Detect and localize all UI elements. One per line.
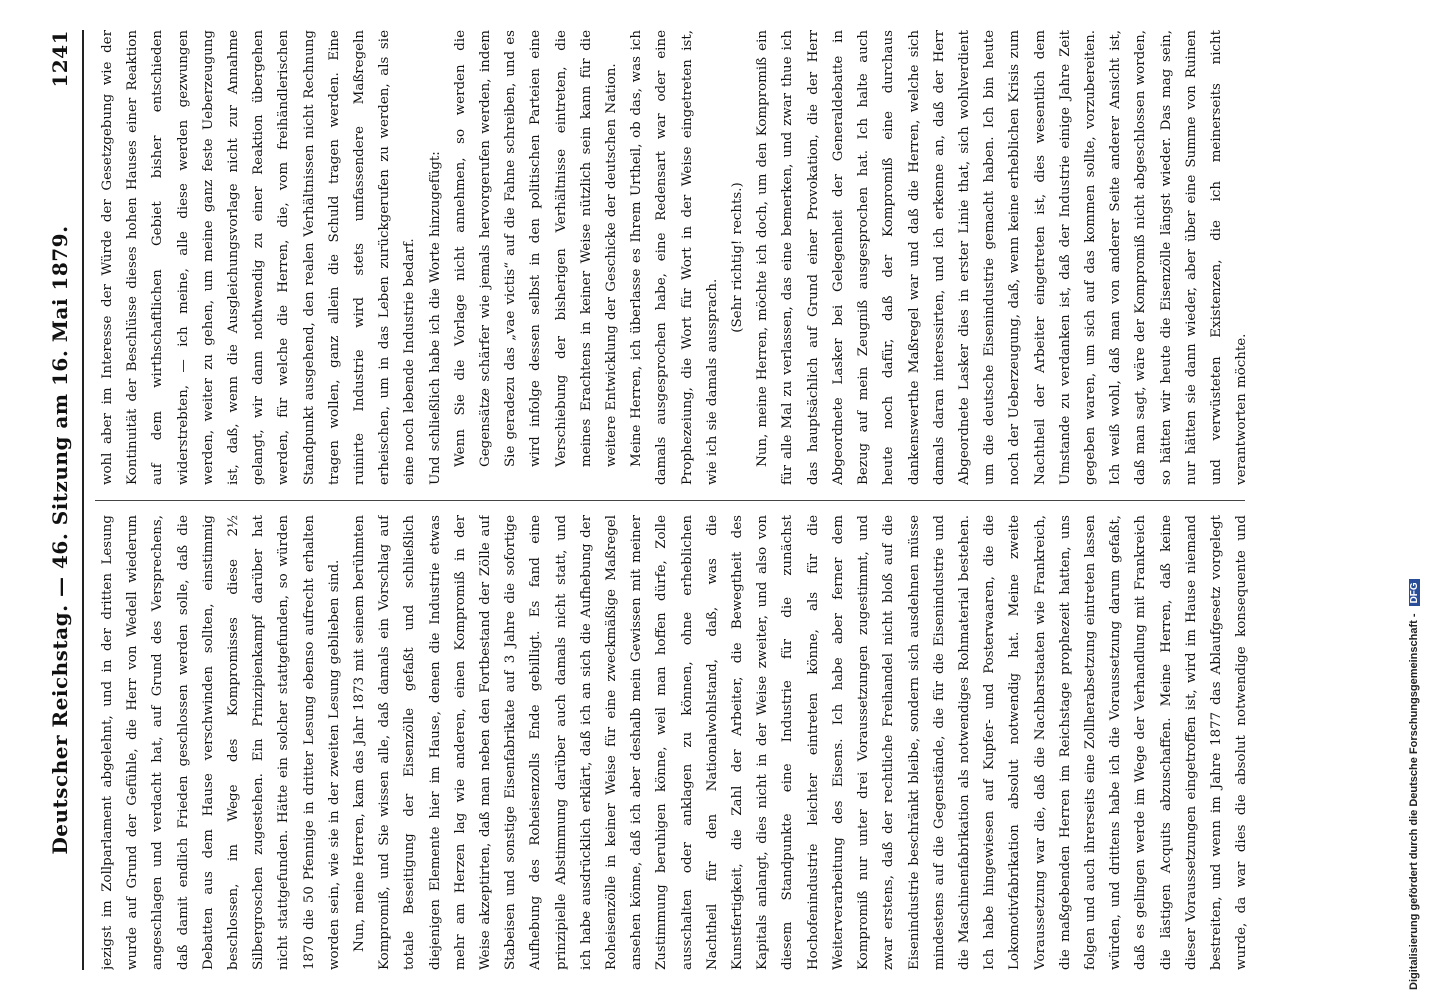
right-column (95, 30, 1255, 485)
page-title: Deutscher Reichstag. — 46. Sitzung am 16. Mai 1879. (48, 225, 72, 855)
paragraph: wohl aber im Interesse der Würde der Gesetzgebung wie der Kontinuität der Beschlüsse dieses hohen Hauses einer Reaktion auf dem wirthschaftlichen Gebiet bisher entschieden widerstrebten, — ich meine, alle diese werden gezwungen werden, weiter zu gehen, um meine ganz feste Ueberzeugung ist, daß, wenn die Ausgleichungsvorlage nicht zur Annahme gelangt, wir dann nothwendig zu einer Reaktion übergehen werden, für welche die Herren, die, vom freihändlerischen Standpunkt ausgehend, den realen Verhältnissen nicht Rechnung tragen wollen, ganz allein die Schuld tragen werden. Eine ruinirte Industrie wird stets umfassendere Maßregeln erheischen, um in das Leben zurückgerufen zu werden, als sie eine noch lebende Industrie bedarf. (100, 30, 418, 485)
header-rule (82, 30, 84, 970)
quote-paragraph: Wenn Sie die Vorlage nicht annehmen, so werden die Gegensätze schärfer wie jemals hervorgerufen werden, indem Sie geradezu das „vae victis“ auf die Fahne schreiben, und es wird infolge dessen selbst in den politischen Parteien eine Verschiebung der bisherigen Verhältnisse eintreten, die meines Erachtens in keiner Weise nützlich sein kann für die weitere Entwicklung der Geschicke der deutschen Nation. (452, 30, 620, 467)
credit-text: Digitalisierung gefördert durch die Deutsche Forschungsgemeinschaft - (1408, 613, 1420, 990)
paragraph: Nun, meine Herren, möchte ich doch, um den Kompromiß ein für alle Mal zu verlassen, das eine bemerken, und zwar thue ich das hauptsächlich auf Grund einer Provokation, die der Herr Abgeordnete Lasker bei Gelegenheit der Generaldebatte in Bezug auf mein Zeugniß ausgesprochen hat. Ich halte auch heute noch dafür, daß der Kompromiß eine durchaus dankenswerthe Maßregel war und daß die Herren, welche sich damals daran interessirten, und ich erkenne an, daß der Herr Abgeordnete Lasker dies in erster Linie that, sich wohlverdient um die deutsche Eisenindustrie gemacht haben. Ich bin heute noch der Ueberzeugung, daß, wenn keine erheblichen Krisis zum Nachtheil der Arbeiter eingetreten ist, dies wesentlich dem Umstande zu verdanken ist, daß der Industrie einige Jahre Zeit gegeben waren, um sich auf das kommen sollte, vorzubereiten. Ich weiß wohl, daß man von anderer Seite anderer Ansicht ist, daß man sagt, wäre der Kompromiß nicht abgeschlossen worden, so hätten wir heute die Eisenzölle längst wieder. Das mag sein, nur hätten sie dann wieder, aber über eine Summe von Ruinen und verwüsteten Existenzen, die ich meinerseits nicht verantworten möchte. (755, 30, 1250, 485)
paragraph (1254, 30, 1255, 485)
column-divider (95, 500, 1245, 501)
paragraph: Und schließlich habe ich die Worte hinzugefügt: (427, 151, 443, 485)
page-header (40, 30, 80, 970)
digitization-credit (1408, 0, 1426, 990)
interjection: (Sehr richtig! rechts.) (730, 182, 746, 333)
paragraph: jezigst im Zollparlament abgelehnt, und in der dritten Lesung wurde auf Grund der Gefühle, die Herr von Wedell wiederum angeschlagen und verdacht hat, auf Grund des Versprechens, daß damit endlich Frieden geschlossen werden solle, daß die Debatten aus dem Hause verschwinden sollten, einstimmig beschlossen, im Wege des Kompromisses diese 2½ Silbergroschen zugestehen. Ein Prinzipienkampf darüber hat nicht stattgefunden. Hätte ein solcher stattgefunden, so würden 1870 die 50 Pfennige in dritter Lesung ebenso aufrecht erhalten worden sein, wie sie in der zweiten Lesung geblieben sind. (100, 515, 342, 970)
dfg-logo: DFG (1409, 579, 1420, 606)
paragraph: Nun, meine Herren, kam das Jahr 1873 mit seinem berühmten Kompromiß, und Sie wissen alle, daß damals ein Vorschlag auf totale Beseitigung der Eisenzölle gefaßt und schließlich diejenigen Elemente hier im Hause, denen die Industrie etwas mehr am Herzen lag wie anderen, einen Kompromiß in der Weise akzeptirten, daß man neben den Fortbestand der Zölle auf Stabeisen und sonstige Eisenfabrikate auf 3 Jahre die sofortige Aufhebung des Roheisenzolls Ende gebilligt. Es fand eine prinzipielle Abstimmung darüber auch damals nicht statt, und ich habe ausdrücklich erklärt, daß ich an sich die Aufhebung der Roheisenzölle in keiner Weise für eine zweckmäßige Maßregel ansehen könne, daß ich aber deshalb mein Gewissen mit meiner Zustimmung beruhigen könne, weil man hoffen dürfe, Zolle ausschalten oder anklagen zu können, ohne erheblichen Nachtheil für den Nationalwohlstand, daß, was die Kunstfertigkeit, die Zahl der Arbeiter, die Bewegtheit des Kapitals anlangt, dies nicht in der Weise zweiter, und also von diesem Standpunkte eine Industrie für die zunächst Hochofenindustrie leichter eintreten könne, als für die Weiterverarbeitung des Eisens. Ich habe aber ferner dem Kompromiß nur unter drei Voraussetzungen zugestimmt, und zwar erstens, daß der rechtliche Freihandel nicht bloß auf die Eisenindustrie beschränkt bleibe, sondern sich ausdehnen müsse mindestens auf die Gegenstände, die für die Eisenindustrie und die Maschinenfabrikation als notwendiges Rohmaterial bestehen. Ich habe hingewiesen auf Kupfer- und Posterwaaren, die die Lokomotivfabrikation absolut notwendig hat. Meine zweite Voraussetzung war die, daß die Nachbarstaaten wie Frankreich, die maßgebenden Herren im Reichstage prophezeit hatten, uns folgen und auch ihrerseits eine Zollherabsetzung eintreten lassen würden, und drittens habe ich die Voraussetzung darum gefaßt, daß es gelingen werde im Wege der Verhandlung mit Frankreich die lästigen Acquits abzuschaffen. Meine Herren, daß keine dieser Voraussetzungen eingetroffen ist, wird im Hause niemand bestreiten, und wenn im Jahre 1877 das Ablaufgesetz vorgelegt wurde, da war dies die absolut notwendige konsequente und (352, 515, 1250, 970)
page-number: 1241 (48, 30, 72, 88)
paragraph: Meine Herren, ich überlasse es Ihrem Urtheil, ob das, was ich damals ausgesprochen habe, eine Redensart war oder eine Prophezeiung, die Wort für Wort in der Weise eingetreten ist, wie ich sie damals aussprach. (629, 30, 720, 485)
digitization-sidebar (1400, 0, 1432, 1000)
left-column (95, 515, 1255, 970)
